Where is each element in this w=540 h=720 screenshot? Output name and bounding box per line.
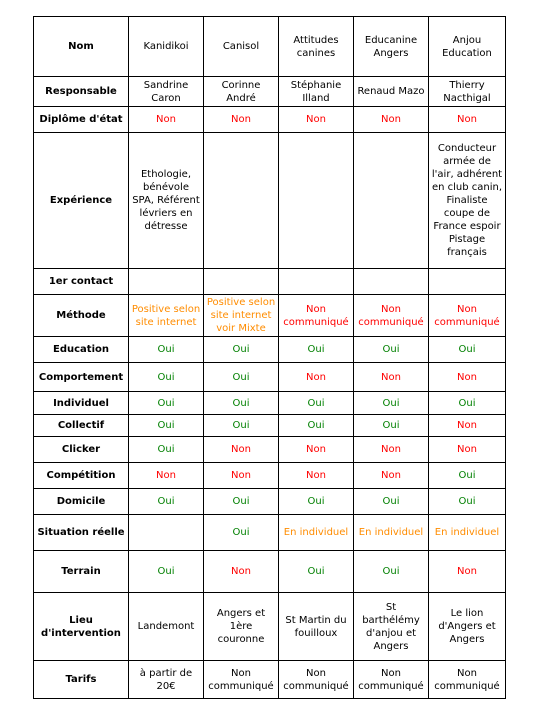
table-cell: Corinne André: [204, 77, 279, 107]
table-cell: Oui: [204, 337, 279, 363]
table-cell: Oui: [279, 337, 354, 363]
table-cell: Oui: [129, 551, 204, 593]
table-row: [34, 489, 506, 515]
table-cell: Oui: [129, 337, 204, 363]
row-label: Méthode: [34, 295, 129, 337]
table-cell: Oui: [354, 551, 429, 593]
table-cell: Non: [354, 107, 429, 133]
table-cell: Positive selon site internet: [129, 295, 204, 337]
row-label: Lieu d'intervention: [34, 593, 129, 661]
table-cell: Sandrine Caron: [129, 77, 204, 107]
table-cell: En individuel: [354, 515, 429, 551]
table-cell: Thierry Nacthigal: [429, 77, 506, 107]
column-header: Attitudes canines: [279, 17, 354, 77]
table-cell: Non: [429, 415, 506, 437]
table-row: [34, 593, 506, 661]
table-cell: Oui: [129, 415, 204, 437]
column-header: Canisol: [204, 17, 279, 77]
table-row: [34, 295, 506, 337]
table-row: [34, 515, 506, 551]
table-cell: Oui: [429, 392, 506, 415]
row-label: Expérience: [34, 133, 129, 269]
row-label: Situation réelle: [34, 515, 129, 551]
table-cell: [129, 269, 204, 295]
row-label: Domicile: [34, 489, 129, 515]
table-cell: Non: [279, 363, 354, 392]
table-cell: à partir de 20€: [129, 661, 204, 699]
row-label: Tarifs: [34, 661, 129, 699]
row-label: Collectif: [34, 415, 129, 437]
table-cell: Non: [429, 437, 506, 463]
table-row: [34, 77, 506, 107]
table-row: [34, 392, 506, 415]
table-row: [34, 363, 506, 392]
table-cell: Non: [354, 363, 429, 392]
table-cell: Oui: [279, 489, 354, 515]
table-cell: Non communiqué: [429, 295, 506, 337]
table-cell: Non: [429, 107, 506, 133]
table-cell: En individuel: [279, 515, 354, 551]
row-label: Comportement: [34, 363, 129, 392]
table-cell: [204, 133, 279, 269]
row-label: Responsable: [34, 77, 129, 107]
table-cell: Non communiqué: [279, 661, 354, 699]
row-label: Compétition: [34, 463, 129, 489]
table-row: [34, 269, 506, 295]
table-cell: Oui: [204, 515, 279, 551]
table-cell: Ethologie, bénévole SPA, Référent lévriers en détresse: [129, 133, 204, 269]
table-cell: Conducteur armée de l'air, adhérent en club canin, Finaliste coupe de France espoir Pistage français: [429, 133, 506, 269]
row-label: Clicker: [34, 437, 129, 463]
row-label: Individuel: [34, 392, 129, 415]
table-cell: [279, 133, 354, 269]
table-cell: Oui: [354, 415, 429, 437]
row-label: Terrain: [34, 551, 129, 593]
table-cell: Non: [354, 437, 429, 463]
table-cell: Non: [279, 463, 354, 489]
table-cell: Oui: [429, 337, 506, 363]
comparison-table: [33, 16, 506, 699]
table-cell: Non: [204, 107, 279, 133]
table-cell: Positive selon site internet voir Mixte: [204, 295, 279, 337]
table-cell: Non communiqué: [204, 661, 279, 699]
table-row: [34, 415, 506, 437]
table-cell: Non: [204, 437, 279, 463]
table-cell: Non: [354, 463, 429, 489]
table-cell: Non: [204, 463, 279, 489]
table-cell: [204, 269, 279, 295]
table-body: [34, 77, 506, 699]
table-cell: Oui: [204, 363, 279, 392]
table-cell: Oui: [279, 415, 354, 437]
table-cell: St Martin du fouilloux: [279, 593, 354, 661]
table-cell: Oui: [204, 415, 279, 437]
column-header: Anjou Education: [429, 17, 506, 77]
table-cell: Non: [129, 107, 204, 133]
table-cell: St barthélémy d'anjou et Angers: [354, 593, 429, 661]
table-cell: [279, 269, 354, 295]
table-row: [34, 133, 506, 269]
table-cell: Non: [429, 551, 506, 593]
table-cell: Oui: [279, 551, 354, 593]
header-row: [34, 17, 506, 77]
table-row: [34, 463, 506, 489]
table-cell: Renaud Mazo: [354, 77, 429, 107]
table-cell: Oui: [429, 489, 506, 515]
table-cell: [354, 133, 429, 269]
table-cell: Oui: [204, 489, 279, 515]
table-cell: Non: [129, 463, 204, 489]
table-row: [34, 107, 506, 133]
table-cell: Non communiqué: [354, 661, 429, 699]
table-cell: Angers et 1ère couronne: [204, 593, 279, 661]
table-cell: Non communiqué: [279, 295, 354, 337]
table-cell: Oui: [204, 392, 279, 415]
table-cell: Non: [279, 107, 354, 133]
table-cell: [129, 515, 204, 551]
row-label: Education: [34, 337, 129, 363]
table-cell: Oui: [279, 392, 354, 415]
table-cell: Oui: [354, 392, 429, 415]
table-cell: Le lion d'Angers et Angers: [429, 593, 506, 661]
table-cell: Oui: [129, 392, 204, 415]
table-cell: [354, 269, 429, 295]
table-cell: Non: [429, 363, 506, 392]
table-row: [34, 437, 506, 463]
column-header: Educanine Angers: [354, 17, 429, 77]
table-row: [34, 337, 506, 363]
table-cell: Stéphanie Illand: [279, 77, 354, 107]
table-row: [34, 551, 506, 593]
table-cell: En individuel: [429, 515, 506, 551]
table-cell: Landemont: [129, 593, 204, 661]
column-header: Kanidikoi: [129, 17, 204, 77]
table-cell: Oui: [129, 437, 204, 463]
table-cell: Oui: [354, 489, 429, 515]
table-cell: Oui: [354, 337, 429, 363]
row-label: Diplôme d'état: [34, 107, 129, 133]
table-cell: Oui: [429, 463, 506, 489]
table-cell: Non communiqué: [354, 295, 429, 337]
table-row: [34, 661, 506, 699]
table-cell: Oui: [129, 363, 204, 392]
table-cell: [429, 269, 506, 295]
table-cell: Non: [279, 437, 354, 463]
table-cell: Non communiqué: [429, 661, 506, 699]
corner-label: Nom: [34, 17, 129, 77]
table-cell: Oui: [129, 489, 204, 515]
table-cell: Non: [204, 551, 279, 593]
row-label: 1er contact: [34, 269, 129, 295]
